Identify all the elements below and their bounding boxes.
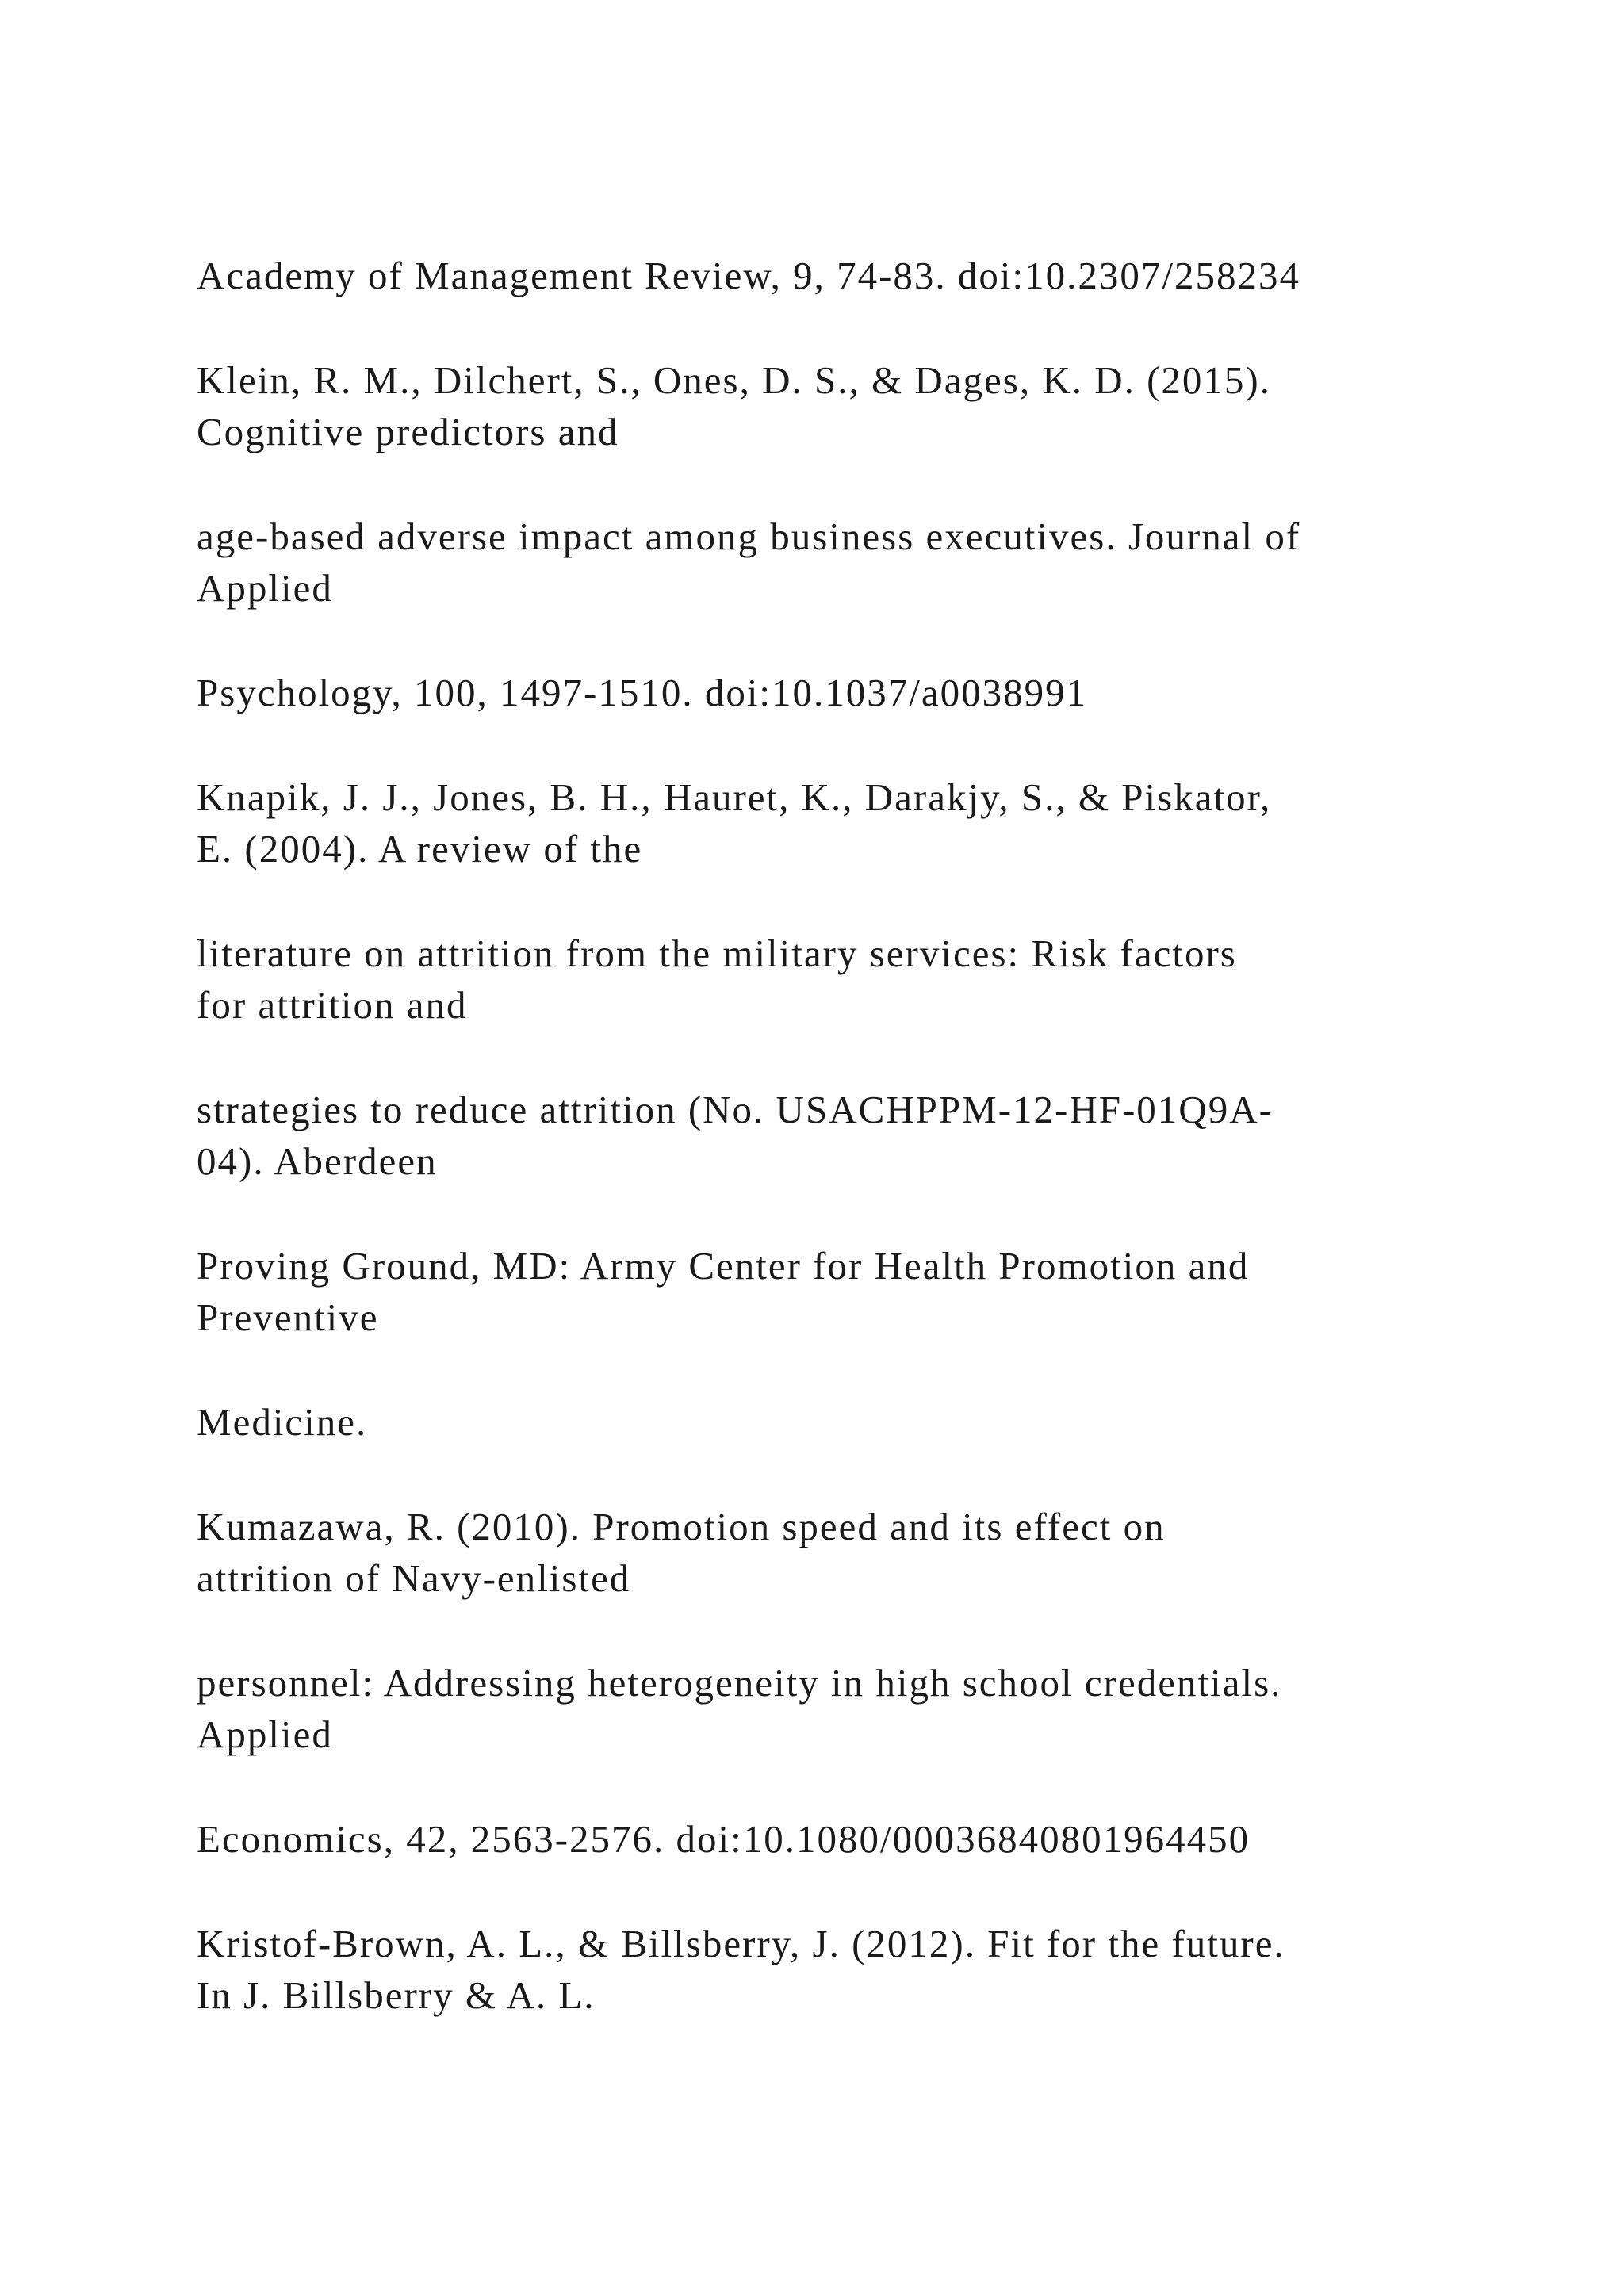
text-line: Academy of Management Review, 9, 74-83. doi:10.2307/258234 — [197, 254, 1301, 297]
text-line: In J. Billsberry & A. L. — [197, 1973, 596, 2017]
text-line: Kristof-Brown, A. L., & Billsberry, J. (2012). Fit for the future. — [197, 1922, 1285, 1965]
text-line: Klein, R. M., Dilchert, S., Ones, D. S., & Dages, K. D. (2015). — [197, 358, 1271, 402]
text-line: Proving Ground, MD: Army Center for Health Promotion and — [197, 1244, 1250, 1288]
text-line: strategies to reduce attrition (No. USACHPPM-12-HF-01Q9A- — [197, 1088, 1274, 1131]
text-line: Medicine. — [197, 1400, 368, 1444]
text-line: Cognitive predictors and — [197, 410, 619, 453]
text-line: literature on attrition from the military services: Risk factors — [197, 932, 1237, 975]
text-line: Kumazawa, R. (2010). Promotion speed and its effect on — [197, 1505, 1166, 1548]
text-line: E. (2004). A review of the — [197, 827, 643, 871]
text-line: Knapik, J. J., Jones, B. H., Hauret, K., Darakjy, S., & Piskator, — [197, 775, 1272, 819]
text-line: age-based adverse impact among business executives. Journal of — [197, 515, 1301, 558]
text-line: personnel: Addressing heterogeneity in high school credentials. — [197, 1661, 1282, 1705]
text-line: Applied — [197, 566, 333, 610]
text-line: for attrition and — [197, 983, 468, 1027]
text-line: Preventive — [197, 1295, 379, 1339]
text-line: Applied — [197, 1712, 333, 1756]
text-line: attrition of Navy-enlisted — [197, 1556, 631, 1600]
text-line: 04). Aberdeen — [197, 1139, 438, 1183]
text-line: Economics, 42, 2563-2576. doi:10.1080/00036840801964450 — [197, 1817, 1251, 1861]
text-line: Psychology, 100, 1497-1510. doi:10.1037/a0038991 — [197, 671, 1088, 714]
